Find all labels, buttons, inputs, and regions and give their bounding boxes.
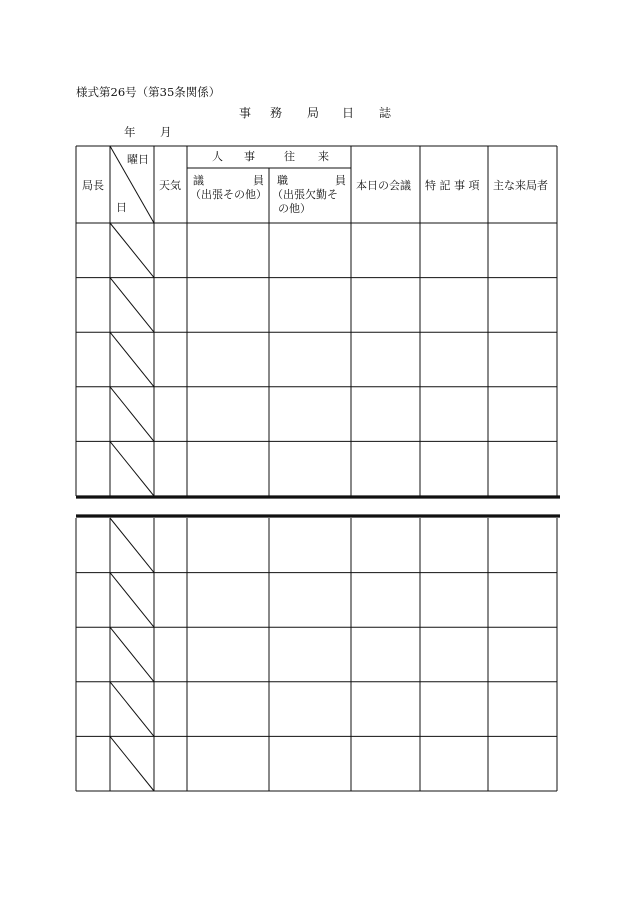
day-cell-diagonal xyxy=(110,278,154,333)
header-special-items: 特 記 事 項 xyxy=(425,179,480,192)
title-char: 誌 xyxy=(379,106,392,120)
year-label: 年 xyxy=(124,125,136,139)
title-char: 事 xyxy=(239,106,252,120)
header-members-note: （出張その他） xyxy=(190,188,267,201)
day-cell-diagonal xyxy=(110,627,154,682)
header-personnel-char: 人 xyxy=(212,150,223,163)
header-weekday: 曜日 xyxy=(127,153,149,166)
day-cell-diagonal xyxy=(110,518,154,573)
header-meetings: 本日の会議 xyxy=(356,179,411,192)
header-director: 局長 xyxy=(82,179,104,192)
header-members-label: 議 xyxy=(193,174,204,187)
title-char: 務 xyxy=(270,106,283,120)
form-number: 様式第26号（第35条関係） xyxy=(76,85,221,99)
day-cell-diagonal xyxy=(110,223,154,278)
header-main-visitors: 主な来局者 xyxy=(493,179,548,192)
day-cell-diagonal xyxy=(110,736,154,791)
header-staff-note: の他） xyxy=(278,202,311,215)
month-label: 月 xyxy=(160,125,172,139)
header-staff-label: 員 xyxy=(335,174,346,187)
day-cell-diagonal xyxy=(110,387,154,442)
title-char: 日 xyxy=(342,106,355,120)
day-cell-diagonal xyxy=(110,332,154,387)
header-personnel-char: 来 xyxy=(318,150,329,163)
day-cell-diagonal xyxy=(110,573,154,628)
header-day: 日 xyxy=(116,201,127,214)
day-cell-diagonal xyxy=(110,441,154,496)
header-personnel-char: 往 xyxy=(284,150,295,163)
header-personnel-char: 事 xyxy=(244,150,255,163)
title-char: 局 xyxy=(307,106,320,120)
header-members-label: 員 xyxy=(253,174,264,187)
header-staff-note: （出張欠勤そ xyxy=(272,188,338,201)
day-cell-diagonal xyxy=(110,682,154,737)
header-weather: 天気 xyxy=(159,179,181,192)
header-staff-label: 職 xyxy=(277,174,288,187)
